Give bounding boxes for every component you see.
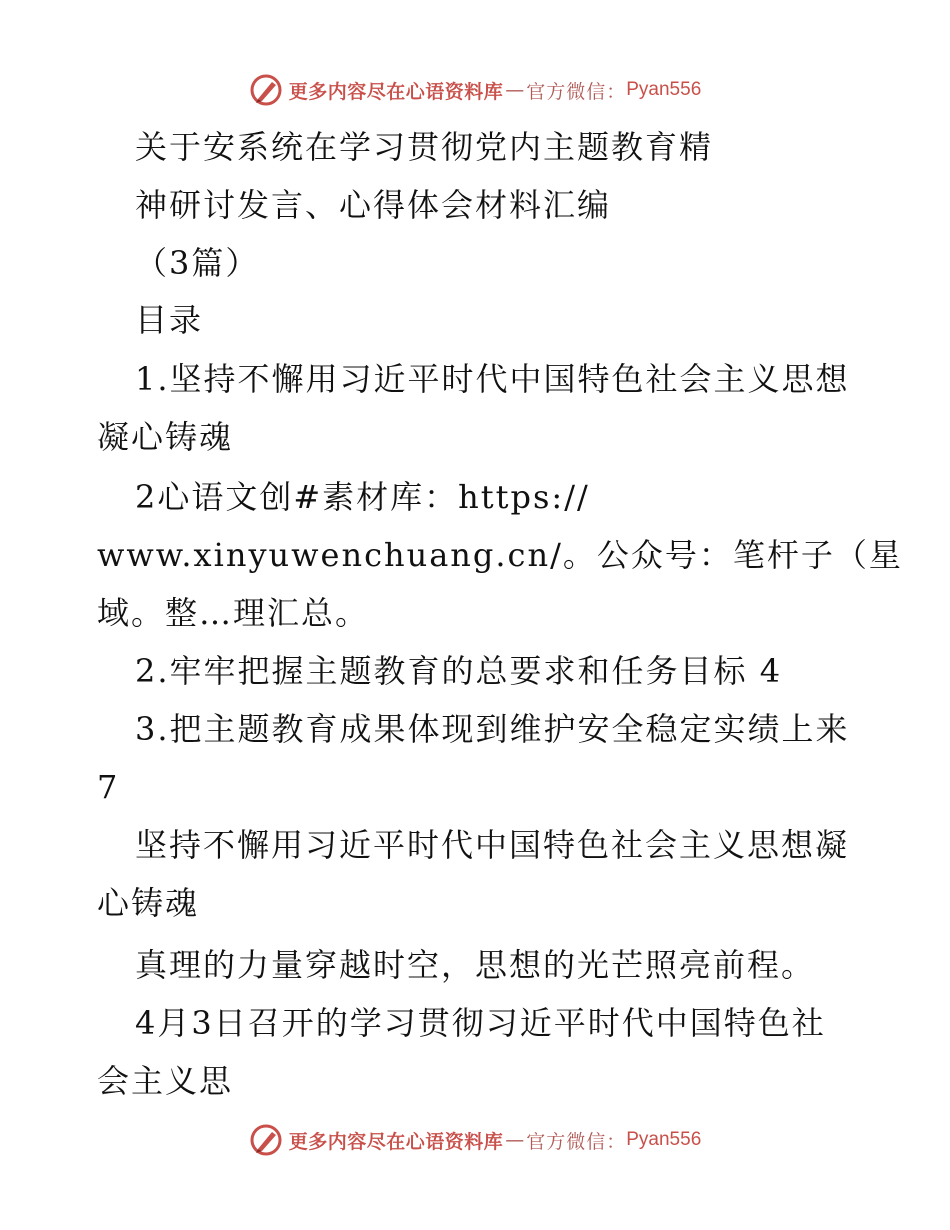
toc-item-1: 1.坚持不懈用习近平时代中国特色社会主义思想 [135,360,850,398]
watermark-banner-top [0,70,950,110]
source-note-line-1: 2心语文创#素材库：https:// [135,478,590,516]
source-note-line-2: www.xinyuwenchuang.cn/。公众号：笔杆子（星 [97,536,903,574]
watermark-wechat-id: Pyan556 [626,79,702,100]
toc-item-2: 2.牢牢把握主题教育的总要求和任务目标 4 [135,652,783,690]
body-paragraph-2-line-1: 4月3日召开的学习贯彻习近平时代中国特色社 [135,1004,826,1042]
doc-title-count: （3篇） [135,244,260,282]
toc-item-3-page: 7 [97,768,120,806]
watermark-banner-bottom [0,1120,950,1160]
toc-item-3: 3.把主题教育成果体现到维护安全稳定实绩上来 [135,710,850,748]
pen-logo-icon [249,1123,283,1157]
watermark-separator: — [505,79,525,101]
section-heading-line-2: 心铸魂 [97,884,200,922]
watermark-wechat-label: 官方微信： [526,80,627,103]
watermark-main-text: 更多内容尽在心语资料库 [288,1130,504,1153]
body-paragraph-1: 真理的力量穿越时空，思想的光芒照亮前程。 [135,946,816,984]
watermark-wechat-id: Pyan556 [626,1129,702,1150]
pen-logo-icon [249,73,283,107]
watermark-wechat-label: 官方微信： [526,1130,627,1153]
watermark-separator: — [505,1129,525,1151]
source-note-line-3: 域。整…理汇总。 [97,594,370,632]
toc-heading: 目录 [135,301,204,339]
doc-title-line-1: 关于安系统在学习贯彻党内主题教育精 [135,128,714,166]
section-heading-line-1: 坚持不懈用习近平时代中国特色社会主义思想凝 [135,826,850,864]
body-paragraph-2-line-2: 会主义思 [97,1062,234,1100]
watermark-main-text: 更多内容尽在心语资料库 [288,80,504,103]
doc-title-line-2: 神研讨发言、心得体会材料汇编 [135,186,612,224]
toc-item-1-cont: 凝心铸魂 [97,418,234,456]
